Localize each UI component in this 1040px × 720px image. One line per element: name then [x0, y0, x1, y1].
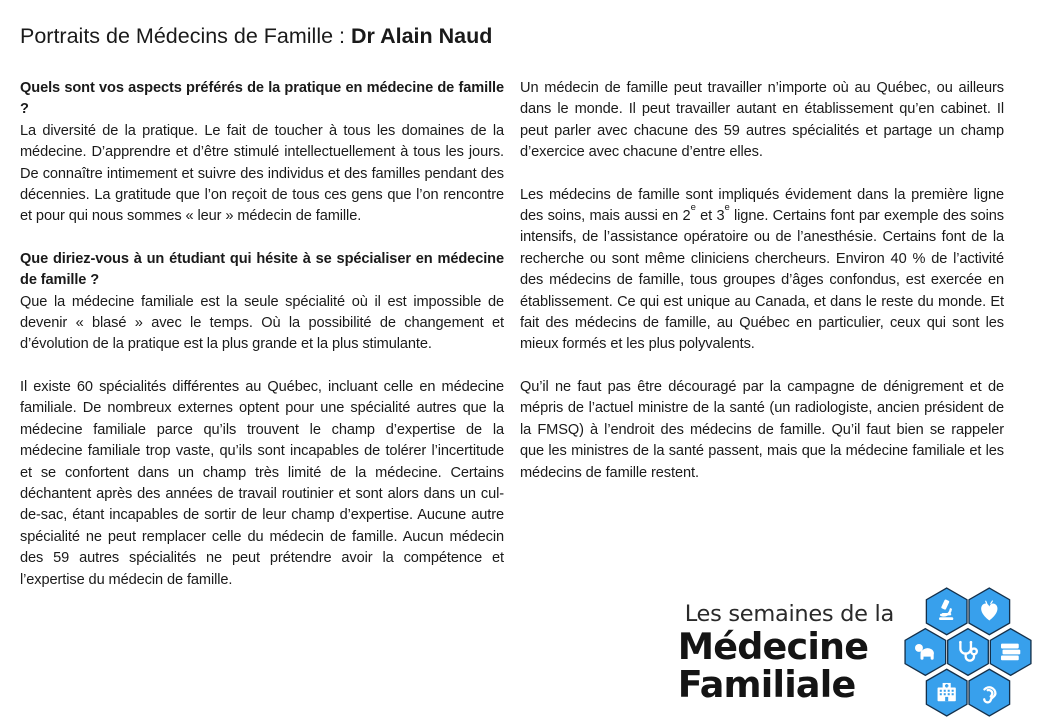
superscript-e-1: e	[690, 201, 696, 213]
paragraph-travailler-text: Un médecin de famille peut travailler n’importe où au Québec, ou ailleurs dans le monde. Il peut travailler autant en établissement qu’en cabinet. Il peut parler avec chacune des 59 autres spécialités et partage un champ d’exercice avec chacune d’entre elles.	[520, 80, 1004, 161]
p2-part-a: Les médecins de famille sont impliqués évidement dans la première ligne des soins, mais aussi en 2	[520, 186, 1004, 225]
p2-part-b: et 3	[695, 208, 725, 225]
paragraph-specialites	[20, 377, 504, 591]
paragraph-campagne-text: Qu’il ne faut pas être découragé par la campagne de dénigrement et de mépris de l’actuel ministre de la santé (un radiologiste, ancien président de la FMSQ) à l’endroit des médecins de famille. Qu’il faut bien se rappeler que les ministres de la santé passent, mais que la médecine familiale et les médecins de famille restent.	[520, 378, 1004, 481]
right-column	[520, 78, 1004, 612]
hospital-icon	[926, 669, 967, 716]
logo-text	[678, 601, 894, 704]
heart-icon	[969, 588, 1010, 635]
question-heading-2: Que diriez-vous à un étudiant qui hésite à se spécialiser en médecine de famille ?	[20, 250, 504, 289]
paragraph-campagne	[520, 377, 1004, 484]
left-column	[20, 78, 504, 612]
ear-icon	[969, 669, 1010, 716]
two-column-layout	[20, 78, 1004, 612]
paragraph-premiere-ligne	[520, 185, 1004, 356]
paragraph-premiere-ligne-text	[520, 185, 1004, 356]
logo-name-line2: Familiale	[677, 662, 856, 706]
logo-semaines-medecine-familiale	[678, 586, 1035, 718]
answer-paragraph-1: La diversité de la pratique. Le fait de toucher à tous les domaines de la médecine. D’apprendre et d’être stimulé intellectuellement à tous les jours. De connaître intimement et suivre des individus et des familles pendant des décennies. La gratitude que l’on reçoit de tous ces gens que l’on rencontre et pour qui nous sommes « leur » médecin de famille.	[20, 122, 504, 225]
p2-part-c: ligne. Certains font par exemple des soins intensifs, de l’assistance opératoire ou de l’anesthésie. Certains font de la recherche ou sont même cliniciens chercheurs. Environ 40 % de l’activité des médecins de famille, tous groupes d’âges confondus, est exercée en établissement. Ce qui est unique au Canada, et dans le reste du monde. Et fait des médecins de famille, au Québec en particulier, ceux qui sont les mieux formés et les plus polyvalents.	[520, 208, 1004, 353]
page-title-doctor-name: Dr Alain Naud	[351, 24, 493, 48]
paragraph-specialites-text: Il existe 60 spécialités différentes au Québec, incluant celle en médecine familiale. De nombreux externes optent pour une spécialité autres que la médecine familiale parce qu’ils trouvent le champ d’expertise de la médecine familiale trop vaste, qu’ils sont incapables de tolérer l’incertitude et se confortent dans un champ très limité de la médecine. Certains déchantent après des années de travail routinier et sont alors dans un cul-de-sac, étant incapables de sortir de leur champ d’expertise. Aucune autre spécialité ne peut remplacer celle du médecin de famille. Aucun médecin des 59 autres spécialités ne peut prétendre avoir la compétence et l’expertise du médecin de famille.	[20, 378, 504, 588]
microscope-icon	[926, 588, 967, 635]
baby-icon	[905, 629, 946, 676]
page-title	[20, 24, 1004, 49]
question-section-2	[20, 249, 504, 356]
superscript-e-2: e	[724, 201, 730, 213]
logo-tagline: Les semaines de la	[684, 600, 894, 627]
paragraph-travailler	[520, 78, 1004, 164]
logo-name-line1: Médecine	[677, 624, 869, 668]
question-section-1	[20, 78, 504, 228]
stethoscope-icon	[948, 629, 989, 676]
books-icon	[990, 629, 1031, 676]
question-heading-1: Quels sont vos aspects préférés de la pratique en médecine de famille ?	[20, 80, 504, 118]
logo-hexagon-cluster	[901, 586, 1035, 718]
page-title-regular: Portraits de Médecins de Famille :	[20, 24, 351, 48]
answer-paragraph-2: Que la médecine familiale est la seule spécialité où il est impossible de devenir « blasé » avec le temps. Où la possibilité de changement et d’évolution de la pratique est la plus grande et la plus stimulante.	[20, 293, 504, 353]
